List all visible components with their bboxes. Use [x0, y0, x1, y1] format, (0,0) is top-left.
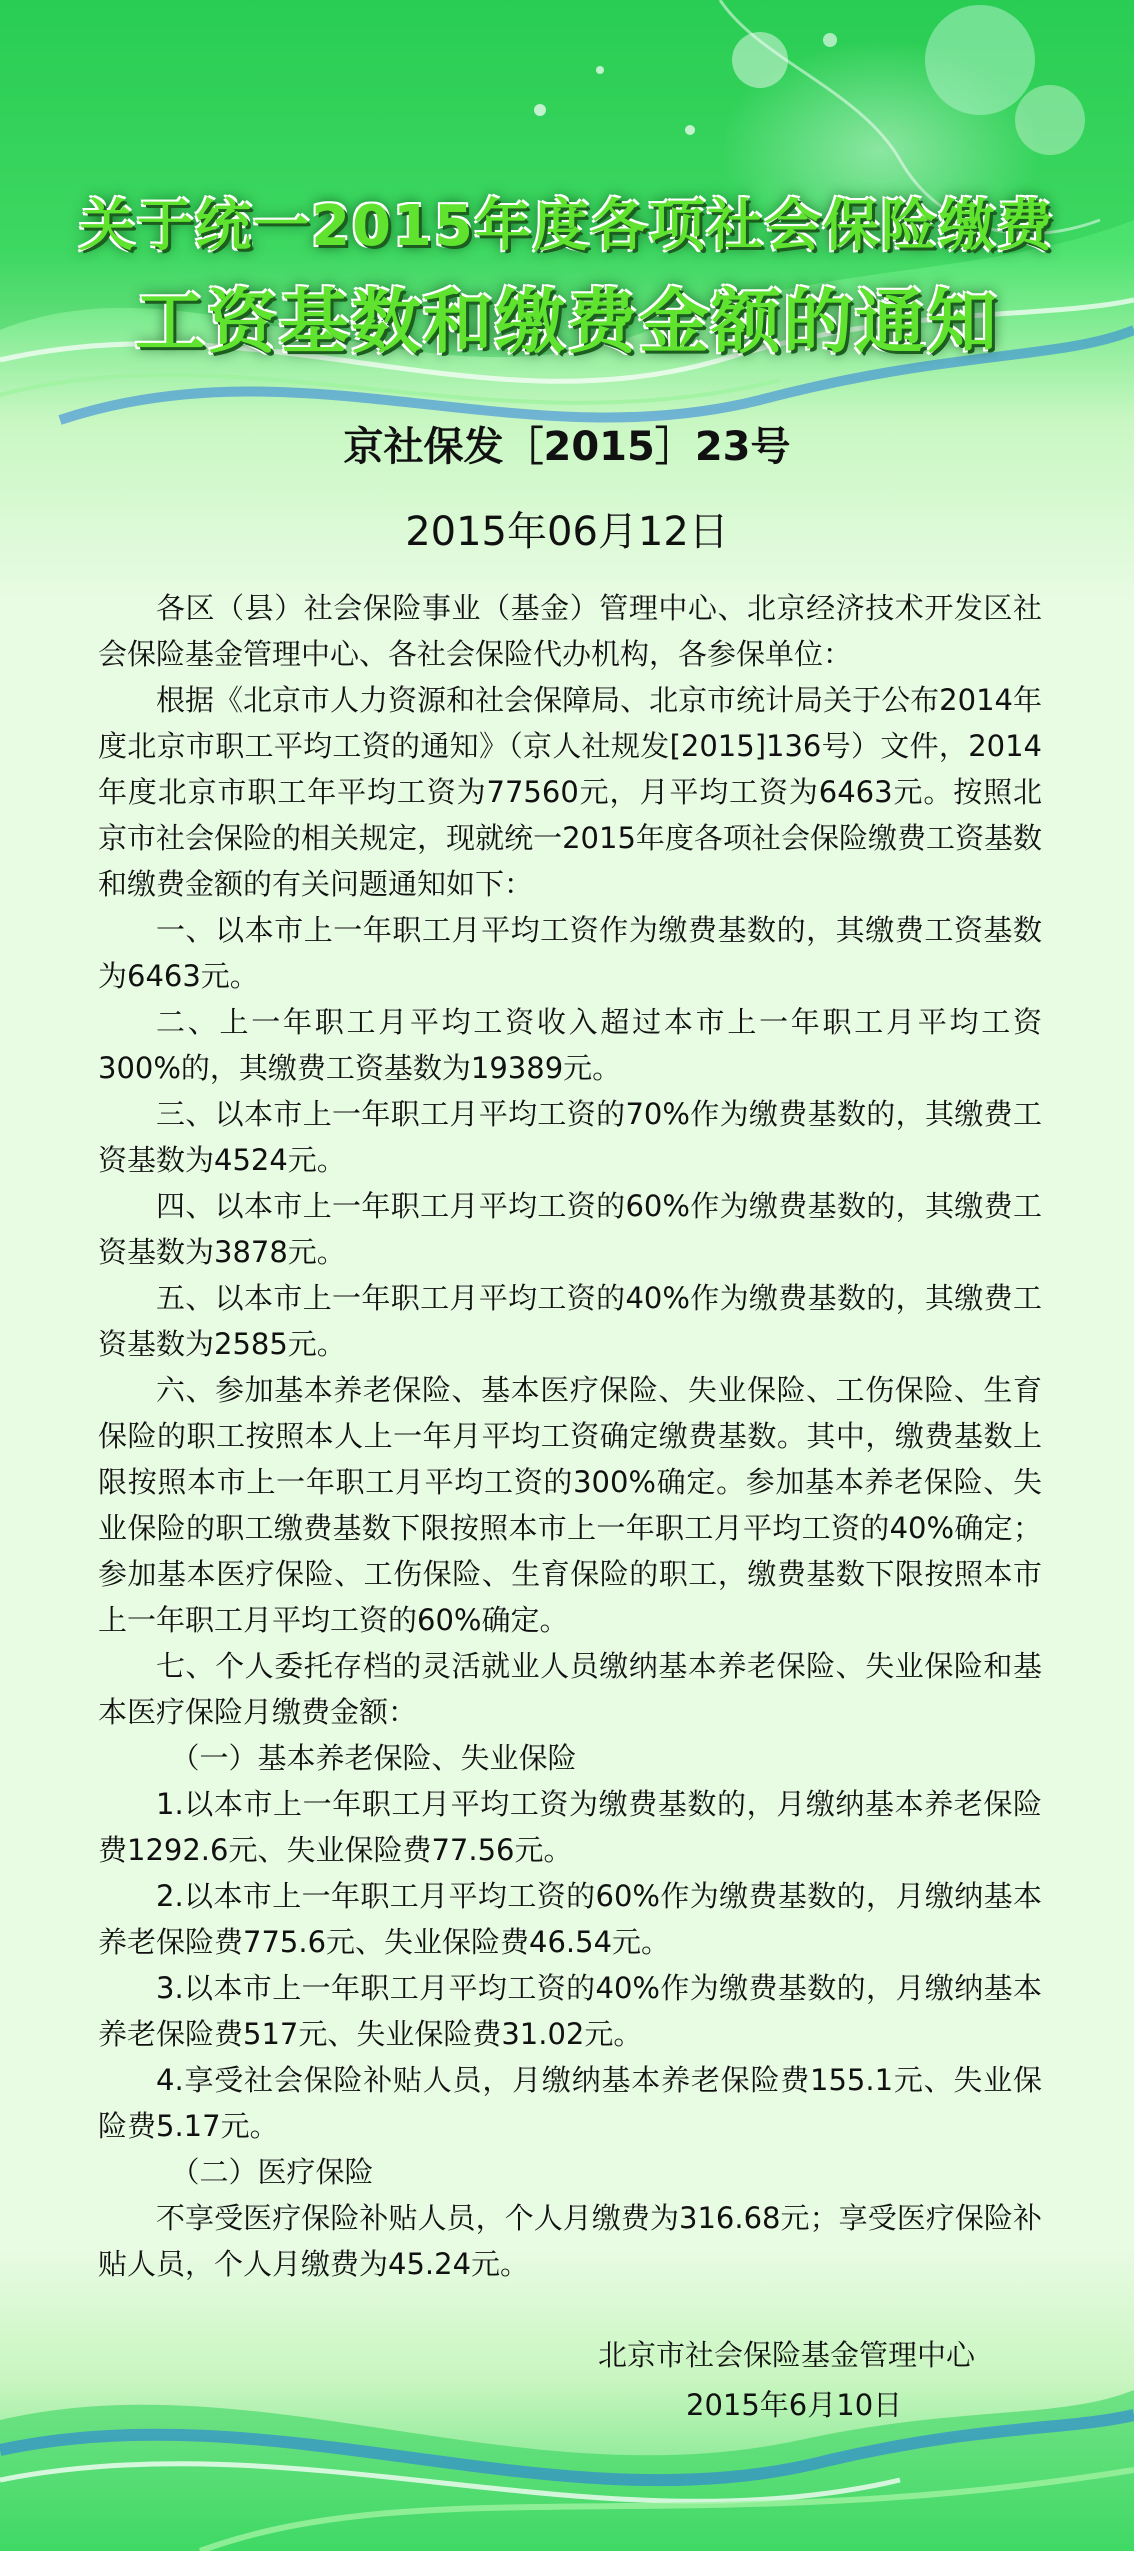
- title-line-2: 工资基数和缴费金额的通知: [135, 281, 999, 363]
- intro-paragraph: 根据《北京市人力资源和社会保障局、北京市统计局关于公布2014年度北京市职工平均工资的通知》（京人社规发[2015]136号）文件，2014年度北京市职工年平均工资为77560元，月平均工资为6463元。按照北京市社会保险的相关规定，现就统一2015年度各项社会保险缴费工资基数和缴费金额的有关问题通知如下：: [98, 683, 1042, 901]
- item-3-paragraph: 三、以本市上一年职工月平均工资的70%作为缴费基数的，其缴费工资基数为4524元。: [98, 1097, 1042, 1177]
- item-1-paragraph: 一、以本市上一年职工月平均工资作为缴费基数的，其缴费工资基数为6463元。: [98, 913, 1042, 993]
- document-date: 2015年06月12日: [405, 509, 729, 555]
- item-7-paragraph: 七、个人委托存档的灵活就业人员缴纳基本养老保险、失业保险和基本医疗保险月缴费金额：: [98, 1649, 1042, 1729]
- notice-body: [98, 585, 1042, 2287]
- sub-item-4-paragraph: 4.享受社会保险补贴人员，月缴纳基本养老保险费155.1元、失业保险费5.17元。: [98, 2063, 1042, 2143]
- item-2-paragraph: 二、上一年职工月平均工资收入超过本市上一年职工月平均工资300%的，其缴费工资基数为19389元。: [98, 1005, 1042, 1085]
- item-4-paragraph: 四、以本市上一年职工月平均工资的60%作为缴费基数的，其缴费工资基数为3878元。: [98, 1189, 1042, 1269]
- subsection-2-heading: （二）医疗保险: [170, 2155, 374, 2189]
- item-6-paragraph: 六、参加基本养老保险、基本医疗保险、失业保险、工伤保险、生育保险的职工按照本人上一年月平均工资确定缴费基数。其中，缴费基数上限按照本市上一年职工月平均工资的300%确定。参加基本养老保险、失业保险的职工缴费基数下限按照本市上一年职工月平均工资的40%确定；参加基本医疗保险、工伤保险、生育保险的职工，缴费基数下限按照本市上一年职工月平均工资的60%确定。: [98, 1373, 1042, 1637]
- document-number: 京社保发［2015］23号: [343, 424, 791, 470]
- title-line-1: 关于统一2015年度各项社会保险缴费: [79, 194, 1055, 259]
- signature-date: 2015年6月10日: [686, 2388, 903, 2422]
- sub-item-3-paragraph: 3.以本市上一年职工月平均工资的40%作为缴费基数的，月缴纳基本养老保险费517元、失业保险费31.02元。: [98, 1971, 1042, 2051]
- sub-item-1-paragraph: 1.以本市上一年职工月平均工资为缴费基数的，月缴纳基本养老保险费1292.6元、失业保险费77.56元。: [98, 1787, 1042, 1867]
- subsection-1-heading: （一）基本养老保险、失业保险: [170, 1741, 577, 1775]
- item-5-paragraph: 五、以本市上一年职工月平均工资的40%作为缴费基数的，其缴费工资基数为2585元。: [98, 1281, 1042, 1361]
- sub-item-2-paragraph: 2.以本市上一年职工月平均工资的60%作为缴费基数的，月缴纳基本养老保险费775.6元、失业保险费46.54元。: [98, 1879, 1042, 1959]
- salutation-paragraph: 各区（县）社会保险事业（基金）管理中心、北京经济技术开发区社会保险基金管理中心、各社会保险代办机构，各参保单位：: [98, 591, 1042, 671]
- signature-organization: 北京市社会保险基金管理中心: [598, 2338, 976, 2372]
- medical-paragraph: 不享受医疗保险补贴人员，个人月缴费为316.68元；享受医疗保险补贴人员，个人月缴费为45.24元。: [98, 2201, 1042, 2281]
